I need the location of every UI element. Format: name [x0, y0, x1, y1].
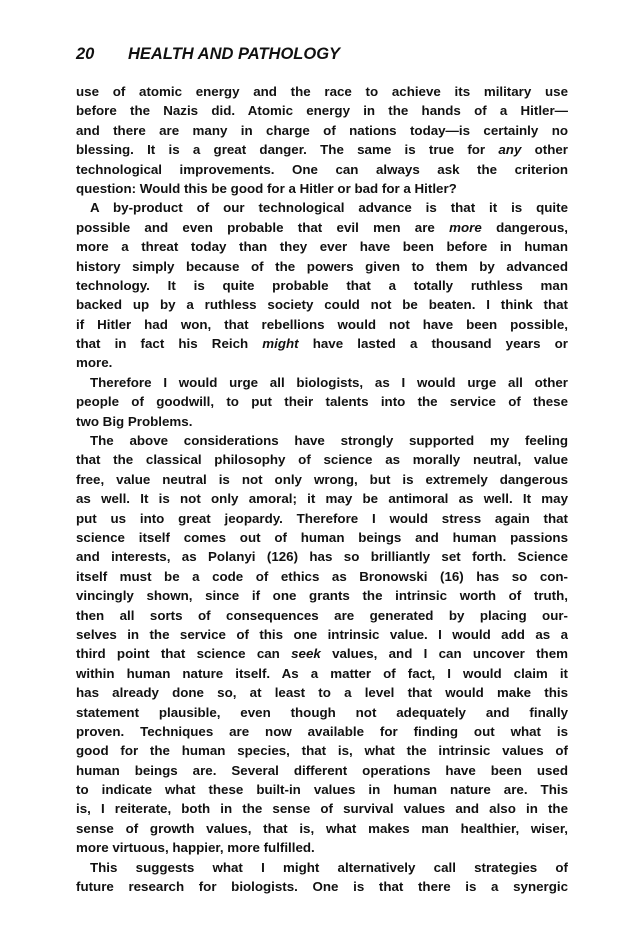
text-line: vincingly shown, since if one grants the intrinsic worth of truth,	[76, 588, 568, 604]
text-line: and there are many in charge of nations today—is certainly no	[76, 122, 568, 138]
text-line: A by-product of our technological advance is that it is quite	[90, 200, 568, 216]
text-line: good for the human species, that is, what the intrinsic values of	[76, 743, 568, 759]
text-line: backed up by a ruthless society could not be beaten. I think that	[76, 297, 568, 313]
text-line: before the Nazis did. Atomic energy in the hands of a Hitler—	[76, 103, 568, 119]
text-line: as well. It is not only amoral; it may be antimoral as well. It may	[76, 491, 568, 507]
text-line: technology. It is quite probable that a totally ruthless man	[76, 277, 568, 293]
text-line: The above considerations have strongly supported my feeling	[90, 433, 568, 449]
text-line: science itself comes out of human beings and human passions	[76, 529, 568, 545]
text-line: future research for biologists. One is that there is a synergic	[76, 879, 568, 895]
text-line: more.	[76, 355, 113, 371]
text-line: This suggests what I might alternatively call strategies of	[90, 859, 568, 875]
running-title: HEALTH AND PATHOLOGY	[128, 45, 341, 63]
text-line: free, value neutral is not only wrong, but is extremely dangerous	[76, 471, 568, 487]
text-line: selves in the service of this one intrinsic value. I would add as a	[76, 626, 568, 642]
text-line: sense of growth values, that is, what makes man healthier, wiser,	[76, 820, 568, 836]
text-line: is, I reiterate, both in the sense of survival values and also in the	[76, 801, 568, 817]
text-line: proven. Techniques are now available for finding out what is	[76, 723, 568, 739]
text-line: third point that science can seek values, and I can uncover them	[76, 646, 568, 662]
text-line: if Hitler had won, that rebellions would not have been possible,	[76, 316, 568, 332]
text-line: human beings are. Several different operations have been used	[76, 762, 568, 778]
text-line: people of goodwill, to put their talents into the service of these	[76, 394, 568, 410]
text-line: history simply because of the powers given to them by advanced	[76, 258, 568, 274]
text-line: itself must be a code of ethics as Bronowski (16) has so con-	[76, 568, 568, 584]
text-line: within human nature itself. As a matter of fact, I would claim it	[76, 665, 568, 681]
text-line: technological improvements. One can always ask the criterion	[76, 161, 568, 177]
body-text	[76, 82, 568, 896]
text-line: has already done so, at least to a level that would make this	[76, 685, 568, 701]
text-line: put us into great jeopardy. Therefore I would stress again that	[76, 510, 568, 526]
page-number: 20	[76, 45, 95, 63]
book-page	[76, 44, 568, 896]
text-line: two Big Problems.	[76, 413, 193, 429]
text-line: that in fact his Reich might have lasted a thousand years or	[76, 336, 568, 352]
running-header	[76, 44, 568, 66]
text-line: to indicate what these built-in values in human nature are. This	[76, 782, 568, 798]
text-line: then all sorts of consequences are generated by placing our-	[76, 607, 568, 623]
text-line: that the classical philosophy of science as morally neutral, value	[76, 452, 568, 468]
text-line: possible and even probable that evil men are more dangerous,	[76, 219, 568, 235]
text-line: Therefore I would urge all biologists, as I would urge all other	[90, 374, 568, 390]
text-line: more a threat today than they ever have been before in human	[76, 239, 568, 255]
text-line: more virtuous, happier, more fulfilled.	[76, 840, 315, 856]
text-line: use of atomic energy and the race to achieve its military use	[76, 84, 568, 99]
text-line: blessing. It is a great danger. The same is true for any other	[76, 142, 568, 158]
text-line: and interests, as Polanyi (126) has so brilliantly set forth. Science	[76, 549, 568, 565]
text-line: statement plausible, even though not adequately and finally	[76, 704, 568, 720]
text-line: question: Would this be good for a Hitler or bad for a Hitler?	[76, 180, 457, 196]
